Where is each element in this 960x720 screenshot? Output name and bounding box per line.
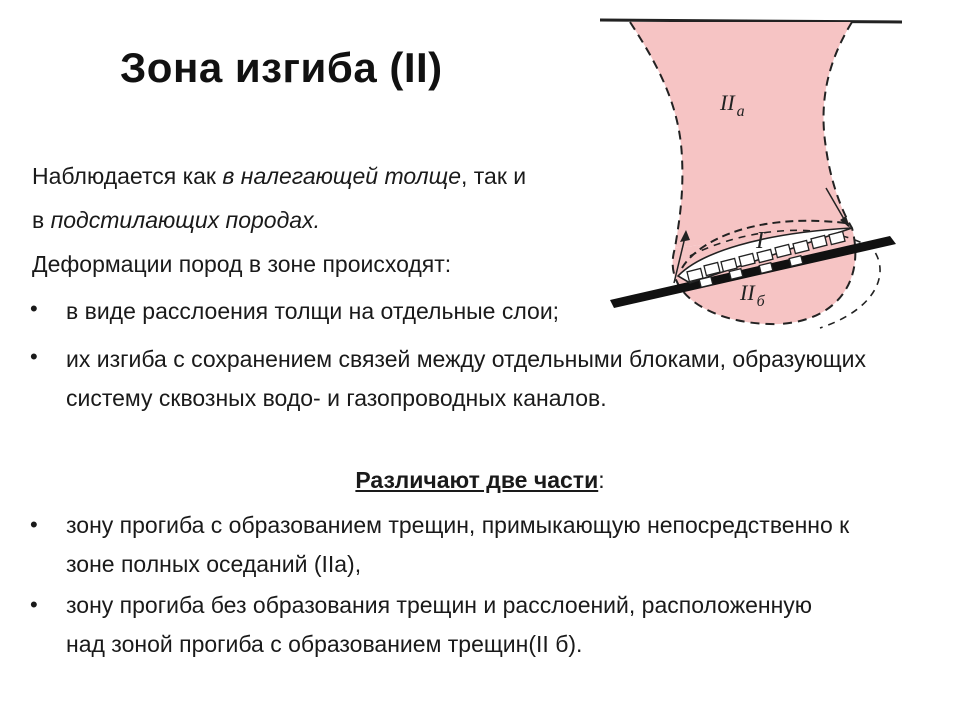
intro-line-1-prefix: Наблюдается как <box>32 163 223 189</box>
list-item: зону прогиба без образования трещин и расслоений, расположенную над зоной прогиба с образованием трещин(II б). <box>66 592 813 657</box>
subheading <box>0 460 960 500</box>
list-item: зону прогиба с образованием трещин, примыкающую непосредственно к зоне полных оседаний (IIа), <box>66 512 850 577</box>
list-item: в виде расслоения толщи на отдельные слои; <box>66 298 560 324</box>
bullet-icon: • <box>30 296 38 321</box>
label-I: I <box>756 228 764 254</box>
intro-line-2-em: подстилающих породах. <box>50 207 320 233</box>
intro-line-3: Деформации пород в зоне происходят: <box>32 251 452 277</box>
bending-zone-diagram <box>590 8 910 338</box>
subheading-suffix: : <box>598 467 605 493</box>
label-IIa: II $_а$ <box>720 90 745 120</box>
subheading-text: Различают две части <box>355 467 599 493</box>
intro-line-2-prefix: в <box>32 207 51 233</box>
zone-IIa-region <box>630 22 852 248</box>
label-IIb: II $_б$ <box>740 280 765 310</box>
bullet-icon: • <box>30 592 38 617</box>
list-item: их изгиба с сохранением связей между отдельными блоками, образующих систему сквозных водо- и газопроводных каналов. <box>66 346 866 411</box>
page-title: Зона изгиба (II) <box>120 44 443 91</box>
bullet-icon: • <box>30 344 38 369</box>
intro-line-1-suffix: , так и <box>460 163 527 189</box>
intro-line-1-em: в налегающей толще <box>222 163 461 189</box>
surface-line <box>600 20 902 22</box>
bullet-icon: • <box>30 512 38 537</box>
intro-line-1 <box>32 156 526 196</box>
intro-line-2 <box>32 200 320 240</box>
